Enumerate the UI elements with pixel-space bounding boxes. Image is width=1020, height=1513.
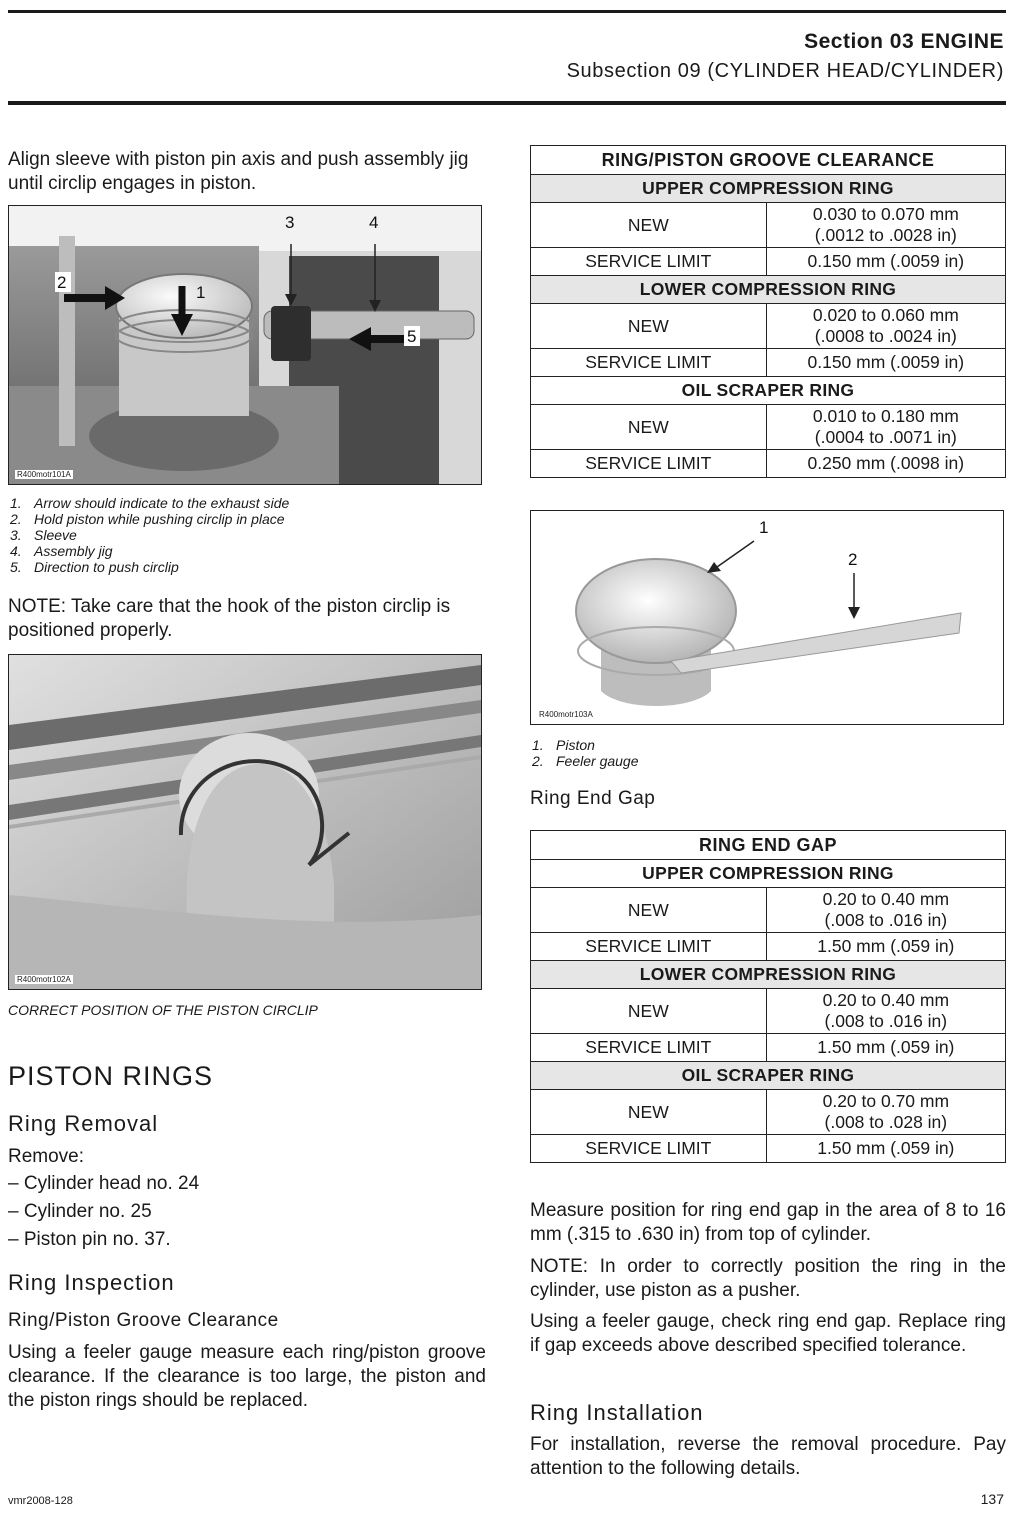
header-rule [8, 101, 1006, 105]
piston-rings-heading: PISTON RINGS [8, 1061, 214, 1091]
circlip-note: NOTE: Take care that the hook of the piston circlip is positioned properly. [8, 596, 451, 641]
table-cell: SERVICE LIMIT [531, 450, 767, 478]
caption-item: 5. Direction to push circlip [10, 559, 179, 575]
table-cell: NEW [531, 888, 767, 933]
table-cell: 1.50 mm (.059 in) [766, 1135, 1005, 1163]
remove-label: Remove: [8, 1146, 85, 1167]
callout-3: 3 [285, 213, 295, 232]
caption-item: 1. Arrow should indicate to the exhaust side [10, 495, 290, 511]
intro-paragraph: Align sleeve with piston pin axis and push assembly jig until circlip engages in piston. [8, 149, 469, 194]
figure1-captions [10, 495, 480, 575]
figure-id: R400motr101A [17, 470, 71, 479]
table-title: RING END GAP [531, 831, 1006, 860]
figure3-captions [532, 737, 992, 769]
callout-1: 1 [196, 283, 206, 302]
table-cell: 0.010 to 0.180 mm (.0004 to .0071 in) [766, 405, 1005, 450]
table-cell: SERVICE LIMIT [531, 248, 767, 276]
groove-clearance-heading: Ring/Piston Groove Clearance [8, 1310, 279, 1331]
callout-1: 1 [759, 518, 769, 537]
caption-item: 2. Hold piston while pushing circlip in place [10, 511, 285, 527]
table-cell: 0.20 to 0.40 mm (.008 to .016 in) [766, 888, 1005, 933]
callout-5: 5 [407, 327, 417, 346]
table-group-header: OIL SCRAPER RING [531, 1062, 1006, 1090]
callout-2: 2 [848, 550, 858, 569]
groove-clearance-table [530, 145, 1006, 478]
ring-installation-heading: Ring Installation [530, 1400, 704, 1425]
table-cell: 0.020 to 0.060 mm (.0008 to .0024 in) [766, 304, 1005, 349]
callout-4: 4 [369, 213, 379, 232]
ring-removal-heading: Ring Removal [8, 1111, 159, 1136]
table-group-header: LOWER COMPRESSION RING [531, 961, 1006, 989]
table-group-header: OIL SCRAPER RING [531, 377, 1006, 405]
section-title: Section 03 ENGINE [804, 30, 1004, 53]
caption-item: 1. Piston [532, 737, 595, 753]
table-cell: SERVICE LIMIT [531, 933, 767, 961]
table-cell: 0.250 mm (.0098 in) [766, 450, 1005, 478]
ring-inspection-heading: Ring Inspection [8, 1270, 175, 1295]
table-cell: NEW [531, 304, 767, 349]
pusher-note: NOTE: In order to correctly position the ring in the cylinder, use piston as a pusher. [530, 1256, 1006, 1301]
figure-circlip-position [8, 654, 482, 990]
table-cell: NEW [531, 405, 767, 450]
table-cell: 0.030 to 0.070 mm (.0012 to .0028 in) [766, 203, 1005, 248]
ring-end-gap-table [530, 830, 1006, 1163]
table-cell: 0.150 mm (.0059 in) [766, 349, 1005, 377]
subsection-title: Subsection 09 (CYLINDER HEAD/CYLINDER) [566, 60, 1004, 82]
feeler-paragraph: Using a feeler gauge, check ring end gap. Replace ring if gap exceeds above described specified tolerance. [530, 1311, 1006, 1356]
caption-item: 3. Sleeve [10, 527, 77, 543]
remove-item: – Cylinder no. 25 [8, 1201, 152, 1222]
footer-doc-id: vmr2008-128 [8, 1495, 73, 1507]
installation-paragraph: For installation, reverse the removal procedure. Pay attention to the following details. [530, 1434, 1006, 1479]
figure-id: R400motr103A [539, 710, 593, 719]
table-title: RING/PISTON GROOVE CLEARANCE [531, 146, 1006, 175]
measure-paragraph: Measure position for ring end gap in the area of 8 to 16 mm (.315 to .630 in) from top of cylinder. [530, 1200, 1006, 1245]
callout-2: 2 [57, 273, 67, 292]
remove-item: – Cylinder head no. 24 [8, 1173, 200, 1194]
table-cell: 0.20 to 0.40 mm (.008 to .016 in) [766, 989, 1005, 1034]
figure-assembly-jig [8, 205, 482, 485]
figure-feeler-gauge [530, 510, 1004, 725]
table-cell: SERVICE LIMIT [531, 349, 767, 377]
top-rule [8, 10, 1006, 13]
table-group-header: UPPER COMPRESSION RING [531, 175, 1006, 203]
figure2-caption: CORRECT POSITION OF THE PISTON CIRCLIP [8, 1002, 318, 1018]
figure-id: R400motr102A [17, 975, 71, 984]
table-cell: NEW [531, 203, 767, 248]
ring-end-gap-heading: Ring End Gap [530, 788, 656, 809]
assembly-jig-illustration [9, 206, 481, 484]
groove-paragraph: Using a feeler gauge measure each ring/piston groove clearance. If the clearance is too large, the piston and the piston rings should be replaced. [8, 1342, 486, 1411]
table-cell: SERVICE LIMIT [531, 1135, 767, 1163]
table-cell: NEW [531, 1090, 767, 1135]
page-number: 137 [980, 1491, 1004, 1507]
table-cell: 1.50 mm (.059 in) [766, 933, 1005, 961]
table-group-header: LOWER COMPRESSION RING [531, 276, 1006, 304]
feeler-gauge-illustration [531, 511, 1003, 724]
table-cell: 0.150 mm (.0059 in) [766, 248, 1005, 276]
remove-item: – Piston pin no. 37. [8, 1229, 171, 1250]
caption-item: 2. Feeler gauge [532, 753, 639, 769]
table-cell: 0.20 to 0.70 mm (.008 to .028 in) [766, 1090, 1005, 1135]
table-cell: NEW [531, 989, 767, 1034]
caption-item: 4. Assembly jig [10, 543, 113, 559]
table-cell: SERVICE LIMIT [531, 1034, 767, 1062]
table-group-header: UPPER COMPRESSION RING [531, 860, 1006, 888]
circlip-illustration [9, 655, 481, 989]
table-cell: 1.50 mm (.059 in) [766, 1034, 1005, 1062]
